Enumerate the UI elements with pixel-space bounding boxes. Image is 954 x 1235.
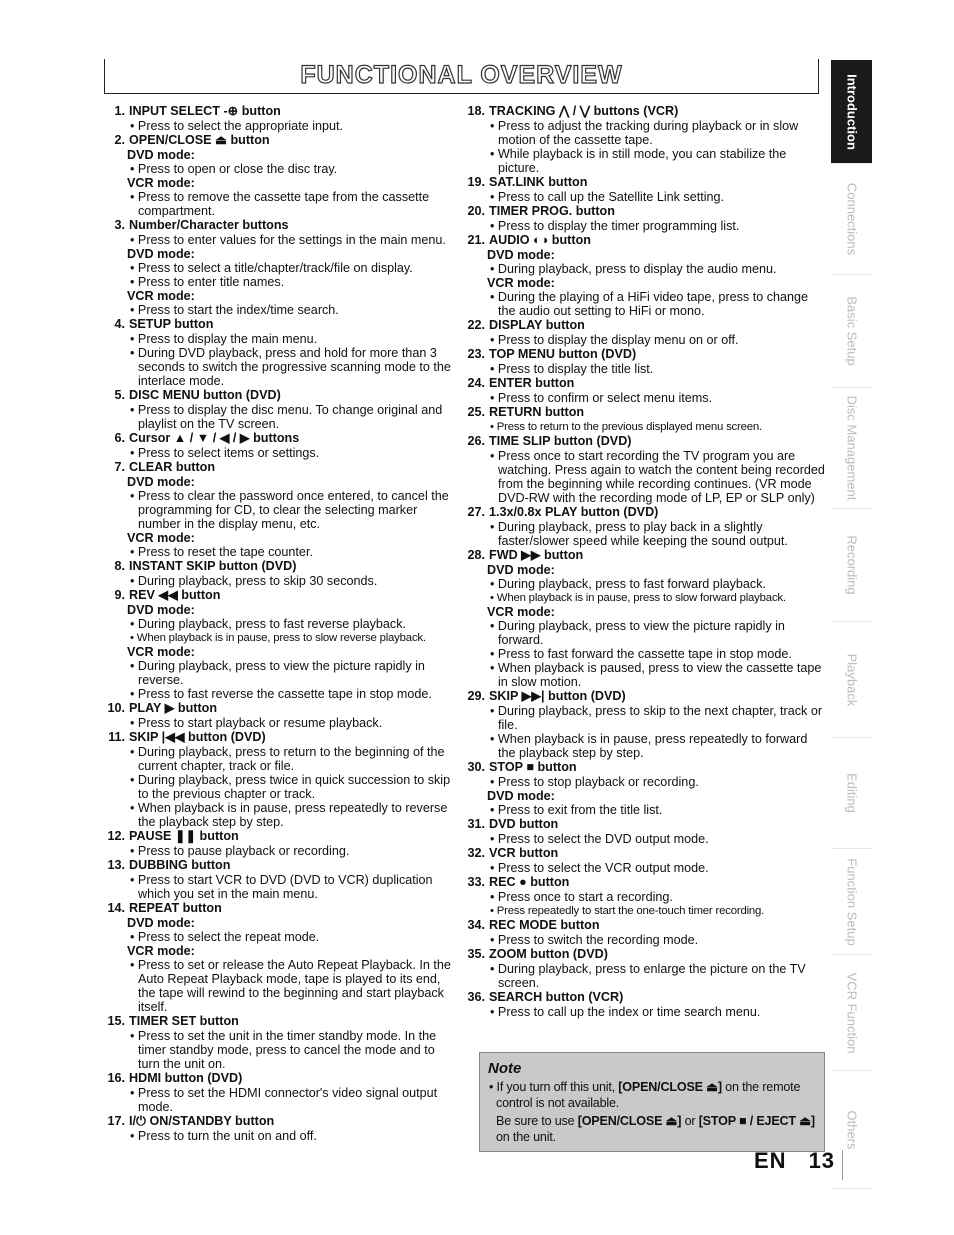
function-heading	[106, 588, 458, 603]
bullet-text: • Press to display the title list.	[490, 362, 654, 376]
function-item	[106, 730, 458, 829]
bullet-text: • Press to select the appropriate input.	[130, 119, 344, 133]
function-number: 3.	[114, 218, 125, 232]
function-item	[106, 1114, 458, 1143]
function-title: INPUT SELECT -⊕ button	[129, 104, 281, 118]
function-number: 5.	[114, 388, 125, 402]
section-tab-label: Function Setup	[844, 857, 859, 946]
function-number: 22.	[467, 318, 485, 332]
function-item	[466, 405, 826, 434]
function-item	[106, 559, 458, 588]
function-number: 1.	[114, 104, 125, 118]
function-item	[466, 204, 826, 233]
section-tab-label: Recording	[844, 535, 859, 595]
function-title: Cursor ▲ / ▼ / ◀ / ▶ buttons	[129, 431, 300, 445]
function-number: 4.	[114, 317, 125, 331]
page-title: FUNCTIONAL OVERVIEW	[300, 61, 623, 89]
function-title: DVD button	[489, 817, 559, 831]
bullet-text: • Press to pause playback or recording.	[130, 844, 350, 858]
function-item	[106, 701, 458, 730]
function-item	[466, 990, 826, 1019]
function-heading	[466, 875, 826, 890]
function-item	[106, 829, 458, 858]
bullet-text: • Press to select the DVD output mode.	[490, 832, 709, 846]
function-item	[106, 1071, 458, 1114]
function-heading	[106, 829, 458, 844]
function-heading	[466, 104, 826, 119]
mode-label: DVD mode:	[127, 916, 195, 930]
function-title: REV ◀◀ button	[129, 588, 221, 602]
function-title: AUDIO ◐◑ button	[489, 233, 591, 247]
bullet-text: • Press to select a title/chapter/track/file on display.	[130, 261, 413, 275]
bullet-text: • When playback is in pause, press to slow forward playback.	[490, 592, 786, 604]
mode-label: DVD mode:	[487, 789, 555, 803]
bullet-text: • Press to display the main menu.	[130, 332, 318, 346]
function-heading	[466, 846, 826, 861]
function-number: 10.	[107, 701, 125, 715]
function-number: 36.	[467, 990, 485, 1004]
section-tab	[831, 60, 872, 164]
section-tab-label: Connections	[844, 182, 859, 256]
function-heading	[466, 548, 826, 563]
function-heading	[466, 434, 826, 449]
function-heading	[106, 133, 458, 148]
function-title: CLEAR button	[129, 460, 216, 474]
bullet-text: • Press to reset the tape counter.	[130, 545, 313, 559]
section-tab	[831, 275, 872, 388]
bullet-text: • During playback, press twice in quick succession to skip to the previous chapter or track.	[130, 773, 451, 801]
function-heading	[106, 460, 458, 475]
bullet-text: • During playback, press to return to the beginning of the current chapter, track or file.	[130, 745, 445, 773]
mode-label: VCR mode:	[127, 944, 195, 958]
function-number: 17.	[107, 1114, 125, 1128]
function-title: DISC MENU button (DVD)	[129, 388, 281, 402]
bullet-text: • Press to remove the cassette tape from the cassette compartment.	[130, 190, 430, 218]
function-heading	[106, 104, 458, 119]
bullet-text: • When playback is in pause, press repeatedly to reverse the playback step by step.	[130, 801, 448, 829]
function-title: VCR button	[489, 846, 559, 860]
bullet-text: • Press to call up the Satellite Link setting.	[490, 190, 725, 204]
function-title: RETURN button	[489, 405, 585, 419]
section-tab-label: Others	[844, 1109, 859, 1150]
function-title: I/⏻ ON/STANDBY button	[129, 1114, 275, 1128]
function-item	[106, 104, 458, 133]
bullet-text: • Press to enter values for the settings in the main menu.	[130, 233, 446, 247]
page-num: 13	[808, 1148, 836, 1173]
function-heading	[466, 233, 826, 248]
bullet-text: • During playback, press to view the picture rapidly in forward.	[490, 619, 785, 647]
function-item	[106, 317, 458, 388]
bullet-text: • During playback, press to fast reverse playback.	[130, 617, 407, 631]
function-number: 35.	[467, 947, 485, 961]
function-heading	[106, 858, 458, 873]
left-column	[106, 104, 458, 1143]
function-item	[466, 918, 826, 947]
bullet-text: • During playback, press to view the picture rapidly in reverse.	[130, 659, 425, 687]
function-item	[466, 434, 826, 505]
section-tab	[831, 955, 872, 1071]
function-number: 11.	[108, 730, 125, 744]
function-heading	[106, 218, 458, 233]
function-number: 14.	[107, 901, 125, 915]
bullet-text: • Press to start playback or resume playback.	[130, 716, 383, 730]
function-title: SAT.LINK button	[489, 175, 588, 189]
mode-label: DVD mode:	[127, 603, 195, 617]
bullet-text: • Press to fast forward the cassette tape in stop mode.	[490, 647, 792, 661]
function-heading	[466, 175, 826, 190]
title-box	[104, 59, 819, 94]
section-tab-label: Disc Management	[844, 395, 859, 501]
function-number: 8.	[114, 559, 125, 573]
note-line-2: Be sure to use [OPEN/CLOSE ⏏] or [STOP ■ / EJECT ⏏] on the unit.	[496, 1114, 815, 1144]
mode-label: DVD mode:	[127, 475, 195, 489]
function-title: PAUSE ❚❚ button	[129, 829, 239, 843]
function-heading	[466, 817, 826, 832]
function-heading	[106, 730, 458, 745]
function-heading	[466, 918, 826, 933]
function-item	[466, 175, 826, 204]
function-title: 1.3x/0.8x PLAY button (DVD)	[489, 505, 659, 519]
function-heading	[106, 901, 458, 916]
bullet-text: • Press to display the display menu on or off.	[490, 333, 739, 347]
function-title: SKIP ▶▶| button (DVD)	[489, 689, 626, 703]
function-number: 15.	[107, 1014, 125, 1028]
function-item	[106, 431, 458, 460]
page-lang: EN	[754, 1148, 787, 1173]
bullet-text: • Press to call up the index or time search menu.	[490, 1005, 761, 1019]
bullet-text: • When playback is in pause, press repeatedly to forward the playback step by step.	[490, 732, 808, 760]
function-item	[106, 218, 458, 317]
bullet-text: • Press to return to the previous displayed menu screen.	[490, 421, 763, 433]
function-item	[106, 858, 458, 901]
function-number: 12.	[107, 829, 125, 843]
section-tab-label: Introduction	[844, 73, 859, 150]
function-item	[466, 104, 826, 175]
function-title: STOP ■ button	[489, 760, 577, 774]
section-tab-label: Playback	[844, 653, 859, 706]
bullet-text: • Press to fast reverse the cassette tape in stop mode.	[130, 687, 432, 701]
mode-label: VCR mode:	[127, 289, 195, 303]
function-number: 13.	[107, 858, 125, 872]
bullet-text: • Press to switch the recording mode.	[490, 933, 699, 947]
page-number	[754, 1148, 835, 1174]
mode-label: VCR mode:	[127, 176, 195, 190]
function-item	[466, 505, 826, 548]
section-tab	[831, 164, 872, 275]
function-title: OPEN/CLOSE ⏏ button	[129, 133, 270, 147]
function-heading	[106, 1114, 458, 1129]
mode-label: DVD mode:	[127, 247, 195, 261]
function-number: 32.	[467, 846, 485, 860]
function-heading	[106, 388, 458, 403]
function-heading	[466, 204, 826, 219]
bullet-text: • During the playing of a HiFi video tape, press to change the audio out setting to HiFi or mono.	[490, 290, 809, 318]
function-item	[106, 460, 458, 559]
function-heading	[466, 405, 826, 420]
bullet-text: • Press to start VCR to DVD (DVD to VCR) duplication which you set in the main menu.	[130, 873, 433, 901]
bullet-text: • Press to exit from the title list.	[490, 803, 663, 817]
function-number: 33.	[467, 875, 485, 889]
bullet-text: • Press to select the repeat mode.	[130, 930, 320, 944]
function-title: SKIP |◀◀ button (DVD)	[129, 730, 266, 744]
function-item	[466, 689, 826, 760]
function-title: TRACKING ⋀ / ⋁ buttons (VCR)	[489, 104, 679, 118]
bullet-text: • Press to display the timer programming list.	[490, 219, 740, 233]
function-title: HDMI button (DVD)	[129, 1071, 243, 1085]
bullet-text: • Press to display the disc menu. To change original and playlist on the TV screen.	[130, 403, 443, 431]
section-tab-label: Basic Setup	[844, 296, 859, 366]
function-item	[106, 388, 458, 431]
function-item	[466, 817, 826, 846]
function-heading	[466, 990, 826, 1005]
function-number: 19.	[467, 175, 485, 189]
function-heading	[466, 347, 826, 362]
bullet-text: • During playback, press to skip 30 seconds.	[130, 574, 378, 588]
section-tab	[831, 388, 872, 509]
note-title: Note	[488, 1060, 522, 1077]
function-heading	[466, 689, 826, 704]
function-title: REC MODE button	[489, 918, 600, 932]
function-heading	[106, 1014, 458, 1029]
function-item	[466, 347, 826, 376]
function-number: 2.	[114, 133, 125, 147]
function-number: 27.	[467, 505, 485, 519]
section-tab	[831, 509, 872, 622]
function-title: REPEAT button	[129, 901, 222, 915]
function-number: 7.	[114, 460, 125, 474]
section-tab-label: Editing	[844, 773, 859, 813]
function-title: INSTANT SKIP button (DVD)	[129, 559, 297, 573]
function-heading	[106, 431, 458, 446]
section-tab	[831, 622, 872, 738]
bullet-text: • During playback, press to display the audio menu.	[490, 262, 777, 276]
function-title: DUBBING button	[129, 858, 231, 872]
section-tab	[831, 1071, 872, 1189]
function-number: 26.	[467, 434, 485, 448]
function-number: 20.	[467, 204, 485, 218]
function-heading	[106, 559, 458, 574]
bullet-text: • Press to stop playback or recording.	[490, 775, 699, 789]
mode-label: DVD mode:	[487, 563, 555, 577]
function-item	[106, 1014, 458, 1071]
function-heading	[106, 1071, 458, 1086]
function-item	[466, 548, 826, 689]
function-number: 29.	[467, 689, 485, 703]
bullet-text: • Press to enter title names.	[130, 275, 285, 289]
bullet-text: • Press to select the VCR output mode.	[490, 861, 709, 875]
function-title: Number/Character buttons	[129, 218, 289, 232]
mode-label: DVD mode:	[127, 148, 195, 162]
bullet-text: • During playback, press to skip to the next chapter, track or file.	[490, 704, 823, 732]
function-title: DISPLAY button	[489, 318, 585, 332]
function-title: REC ● button	[489, 875, 570, 889]
function-item	[466, 875, 826, 918]
function-title: ENTER button	[489, 376, 575, 390]
function-title: SEARCH button (VCR)	[489, 990, 624, 1004]
bullet-text: • During DVD playback, press and hold for more than 3 seconds to switch the progressive scanning mode to the interlace mode.	[130, 346, 451, 388]
function-title: TIME SLIP button (DVD)	[489, 434, 632, 448]
function-item	[106, 588, 458, 701]
function-number: 16.	[107, 1071, 125, 1085]
section-tab-label: VCR Function	[844, 972, 859, 1053]
function-item	[466, 233, 826, 318]
function-title: SETUP button	[129, 317, 214, 331]
bullet-text: • Press to set or release the Auto Repeat Playback. In the Auto Repeat Playback mode, tape is played to its end, the tape will rewind to the beginning and start playback itself.	[130, 958, 451, 1014]
function-item	[466, 947, 826, 990]
function-heading	[466, 760, 826, 775]
bullet-text: • While playback is in still mode, you can stabilize the picture.	[490, 147, 787, 175]
bullet-text: • Press repeatedly to start the one-touch timer recording.	[490, 905, 765, 917]
function-heading	[466, 376, 826, 391]
bullet-text: • Press once to start recording the TV program you are watching. Press again to watch the content being recorded from the beginning while recording continues. (VR mode DVD-RW with the recording mode of LP, EP or SLP only)	[490, 449, 825, 505]
function-heading	[466, 505, 826, 520]
bullet-text: • Press to set the HDMI connector's video signal output mode.	[130, 1086, 438, 1114]
function-title: ZOOM button (DVD)	[489, 947, 608, 961]
function-number: 30.	[467, 760, 485, 774]
function-heading	[106, 317, 458, 332]
bullet-text: • Press to select items or settings.	[130, 446, 320, 460]
bullet-text: • During playback, press to play back in a slightly faster/slower speed while keeping the sound output.	[490, 520, 788, 548]
function-item	[466, 760, 826, 817]
bullet-text: • Press to confirm or select menu items.	[490, 391, 713, 405]
function-number: 31.	[467, 817, 485, 831]
function-heading	[106, 701, 458, 716]
mode-label: VCR mode:	[127, 645, 195, 659]
bullet-text: • During playback, press to fast forward playback.	[490, 577, 767, 591]
function-number: 25.	[467, 405, 485, 419]
function-number: 24.	[467, 376, 485, 390]
function-heading	[466, 947, 826, 962]
mode-label: DVD mode:	[487, 248, 555, 262]
function-title: PLAY ▶ button	[129, 701, 218, 715]
function-number: 9.	[114, 588, 125, 602]
function-item	[106, 133, 458, 218]
section-tab	[831, 849, 872, 955]
mode-label: VCR mode:	[487, 605, 555, 619]
bullet-text: • Press to start the index/time search.	[130, 303, 339, 317]
bullet-text: • When playback is paused, press to view the cassette tape in slow motion.	[490, 661, 822, 689]
bullet-text: • When playback is in pause, press to slow reverse playback.	[130, 632, 426, 644]
bullet-text: • Press to open or close the disc tray.	[130, 162, 338, 176]
function-number: 28.	[467, 548, 485, 562]
note-line-1: • If you turn off this unit, [OPEN/CLOSE ⏏] on the remote control is not available.	[489, 1080, 801, 1110]
function-item	[466, 376, 826, 405]
function-item	[466, 846, 826, 875]
function-number: 18.	[467, 104, 485, 118]
bullet-text: • Press to set the unit in the timer standby mode. In the timer standby mode, press to cancel the mode and to turn the unit on.	[130, 1029, 437, 1071]
function-heading	[466, 318, 826, 333]
function-title: TOP MENU button (DVD)	[489, 347, 637, 361]
bullet-text: • Press to clear the password once entered, to cancel the programming for CD, to clear the selecting marker number in the display menu, etc.	[130, 489, 449, 531]
function-title: FWD ▶▶ button	[489, 548, 584, 562]
function-number: 23.	[467, 347, 485, 361]
bullet-text: • Press once to start a recording.	[490, 890, 673, 904]
function-item	[106, 901, 458, 1014]
right-column	[466, 104, 826, 1019]
mode-label: VCR mode:	[127, 531, 195, 545]
function-title: TIMER PROG. button	[489, 204, 615, 218]
section-tab	[831, 738, 872, 849]
function-title: TIMER SET button	[129, 1014, 239, 1028]
function-number: 34.	[467, 918, 485, 932]
mode-label: VCR mode:	[487, 276, 555, 290]
function-number: 21.	[467, 233, 485, 247]
bullet-text: • During playback, press to enlarge the picture on the TV screen.	[490, 962, 806, 990]
section-sidebar	[831, 60, 872, 1189]
note-box	[479, 1052, 825, 1152]
bullet-text: • Press to turn the unit on and off.	[130, 1129, 317, 1143]
bullet-text: • Press to adjust the tracking during playback or in slow motion of the cassette tape.	[490, 119, 799, 147]
function-number: 6.	[114, 431, 125, 445]
function-item	[466, 318, 826, 347]
